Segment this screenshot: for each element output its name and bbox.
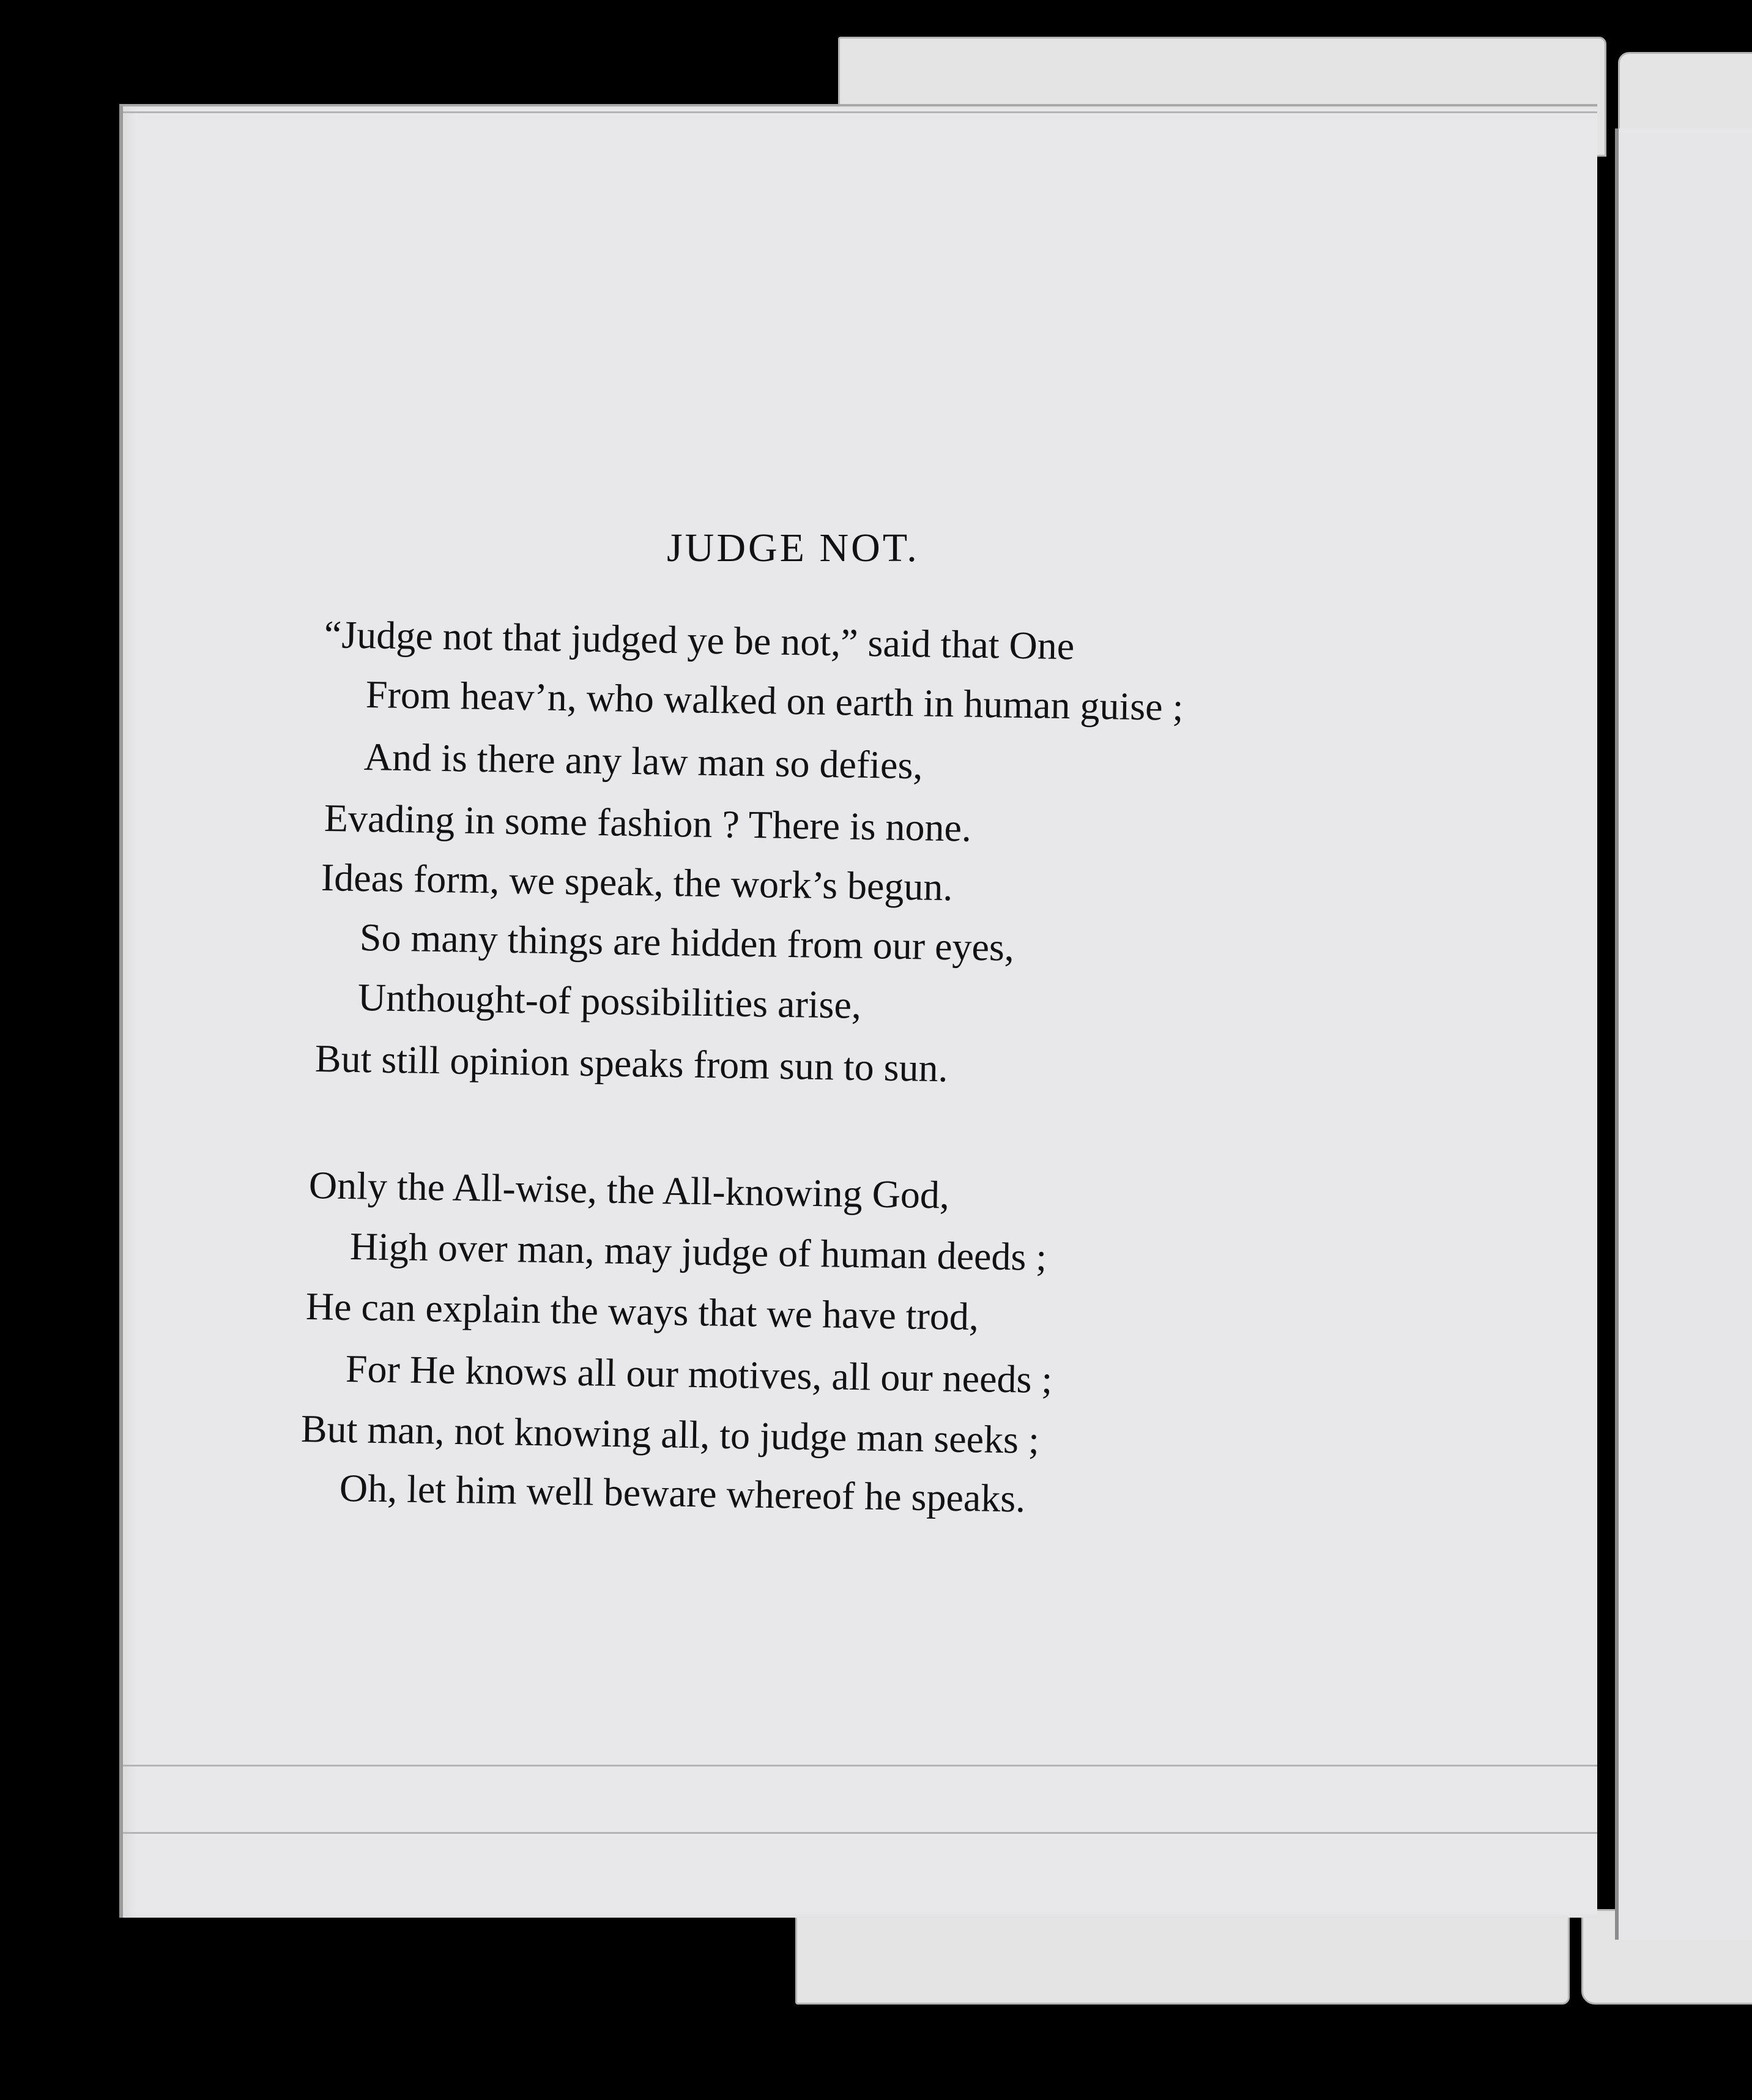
poem-title: JUDGE NOT. [667,526,919,570]
poem-line: For He knows all our motives, all our needs ; [345,1347,1053,1402]
poem-line: Oh, let him well beware whereof he speaks. [339,1466,1026,1521]
poem-line: But still opinion speaks from sun to sun. [314,1037,949,1090]
poem-line: From heav’n, who walked on earth in human guise ; [365,672,1184,729]
poem-line: High over man, may judge of human deeds ; [349,1224,1047,1279]
poem-line: So many things are hidden from our eyes, [359,915,1015,969]
poem-line: But man, not knowing all, to judge man seeks ; [300,1407,1040,1462]
poem-line: Ideas form, we speak, the work’s begun. [321,855,954,909]
poem-line: Unthought-of possibilities arise, [357,975,862,1027]
poem-line: Evading in some fashion ? There is none. [324,796,972,850]
poem-line: He can explain the ways that we have trod, [305,1284,979,1339]
poem-line: “Judge not that judged ye be not,” said that One [324,612,1075,668]
poem-line: Only the All-wise, the All-knowing God, [308,1163,950,1217]
poem-line: And is there any law man so defies, [363,735,923,788]
